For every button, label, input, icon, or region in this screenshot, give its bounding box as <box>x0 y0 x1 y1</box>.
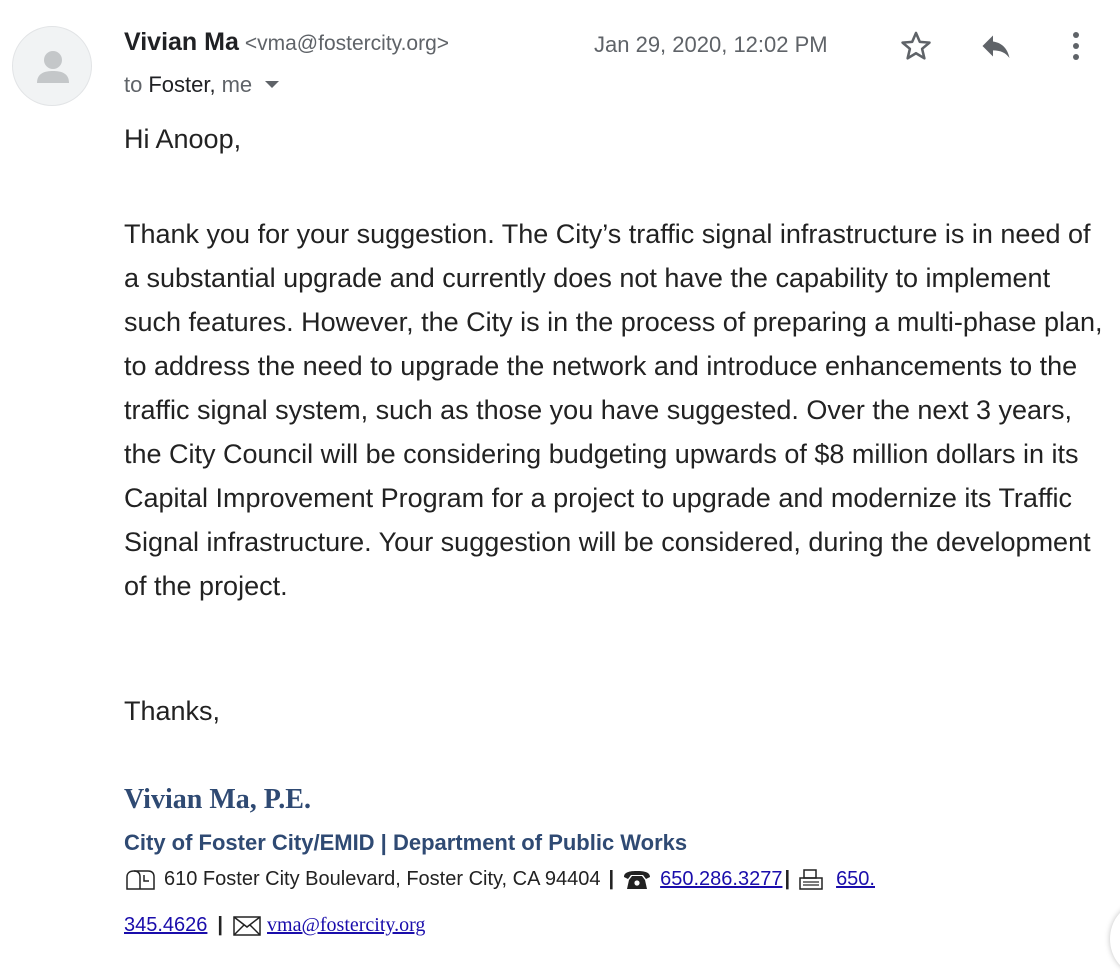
recipients-line <box>124 72 280 98</box>
fax-link-continued[interactable]: 345.4626 <box>124 914 208 936</box>
reply-icon <box>978 28 1014 64</box>
more-options-button[interactable] <box>1056 26 1096 66</box>
sender-line <box>124 28 449 64</box>
show-details-button[interactable] <box>264 80 280 90</box>
email-link[interactable]: vma@fostercity.org <box>267 914 426 936</box>
closing: Thanks, <box>124 696 221 726</box>
fax-link[interactable]: 650. <box>836 868 875 890</box>
fax-icon <box>798 869 824 891</box>
signature-organization: City of Foster City/EMID | Department of Public Works <box>124 830 688 855</box>
separator: | <box>608 868 615 890</box>
star-icon <box>899 29 933 63</box>
separator: | <box>784 868 791 890</box>
recipient-me: me <box>221 72 253 97</box>
to-label: to <box>124 72 143 97</box>
greeting: Hi Anoop, <box>124 124 242 154</box>
person-icon <box>13 27 92 106</box>
phone-icon <box>622 869 652 891</box>
recipient-foster: Foster, <box>148 72 216 97</box>
more-vert-icon <box>1070 29 1082 63</box>
message-date: Jan 29, 2020, 12:02 PM <box>594 32 828 57</box>
signature-name: Vivian Ma, P.E. <box>124 784 311 815</box>
envelope-icon <box>233 916 261 936</box>
separator: | <box>217 914 224 936</box>
sender-email: <vma@fostercity.org> <box>244 32 450 55</box>
star-button[interactable] <box>896 26 936 66</box>
caret-down-icon <box>264 80 280 90</box>
reply-button[interactable] <box>976 26 1016 66</box>
signature-contact-line <box>124 868 875 891</box>
sender-name: Vivian Ma <box>124 28 239 56</box>
avatar <box>12 26 92 106</box>
mailbox-icon <box>124 869 156 891</box>
scroll-handle[interactable] <box>1110 904 1120 974</box>
message-paragraph: Thank you for your suggestion. The City’s traffic signal infrastructure is in need of a substantial upgrade and currently does not have the capability to implement such features. However, the City is in the process of preparing a multi-phase plan, to address the need to upgrade the network and introduce enhancements to the traffic signal system, such as those you have suggested. Over the next 3 years, the City Council will be considering budgeting upwards of $8 million dollars in its Capital Improvement Program for a project to upgrade and modernize its Traffic Signal infrastructure. Your suggestion will be considered, during the development of the project. <box>124 219 1103 601</box>
signature-address: 610 Foster City Boulevard, Foster City, CA 94404 <box>164 868 601 890</box>
phone-link[interactable]: 650.286.3277 <box>660 868 783 890</box>
signature-contact-line-2 <box>124 914 425 937</box>
